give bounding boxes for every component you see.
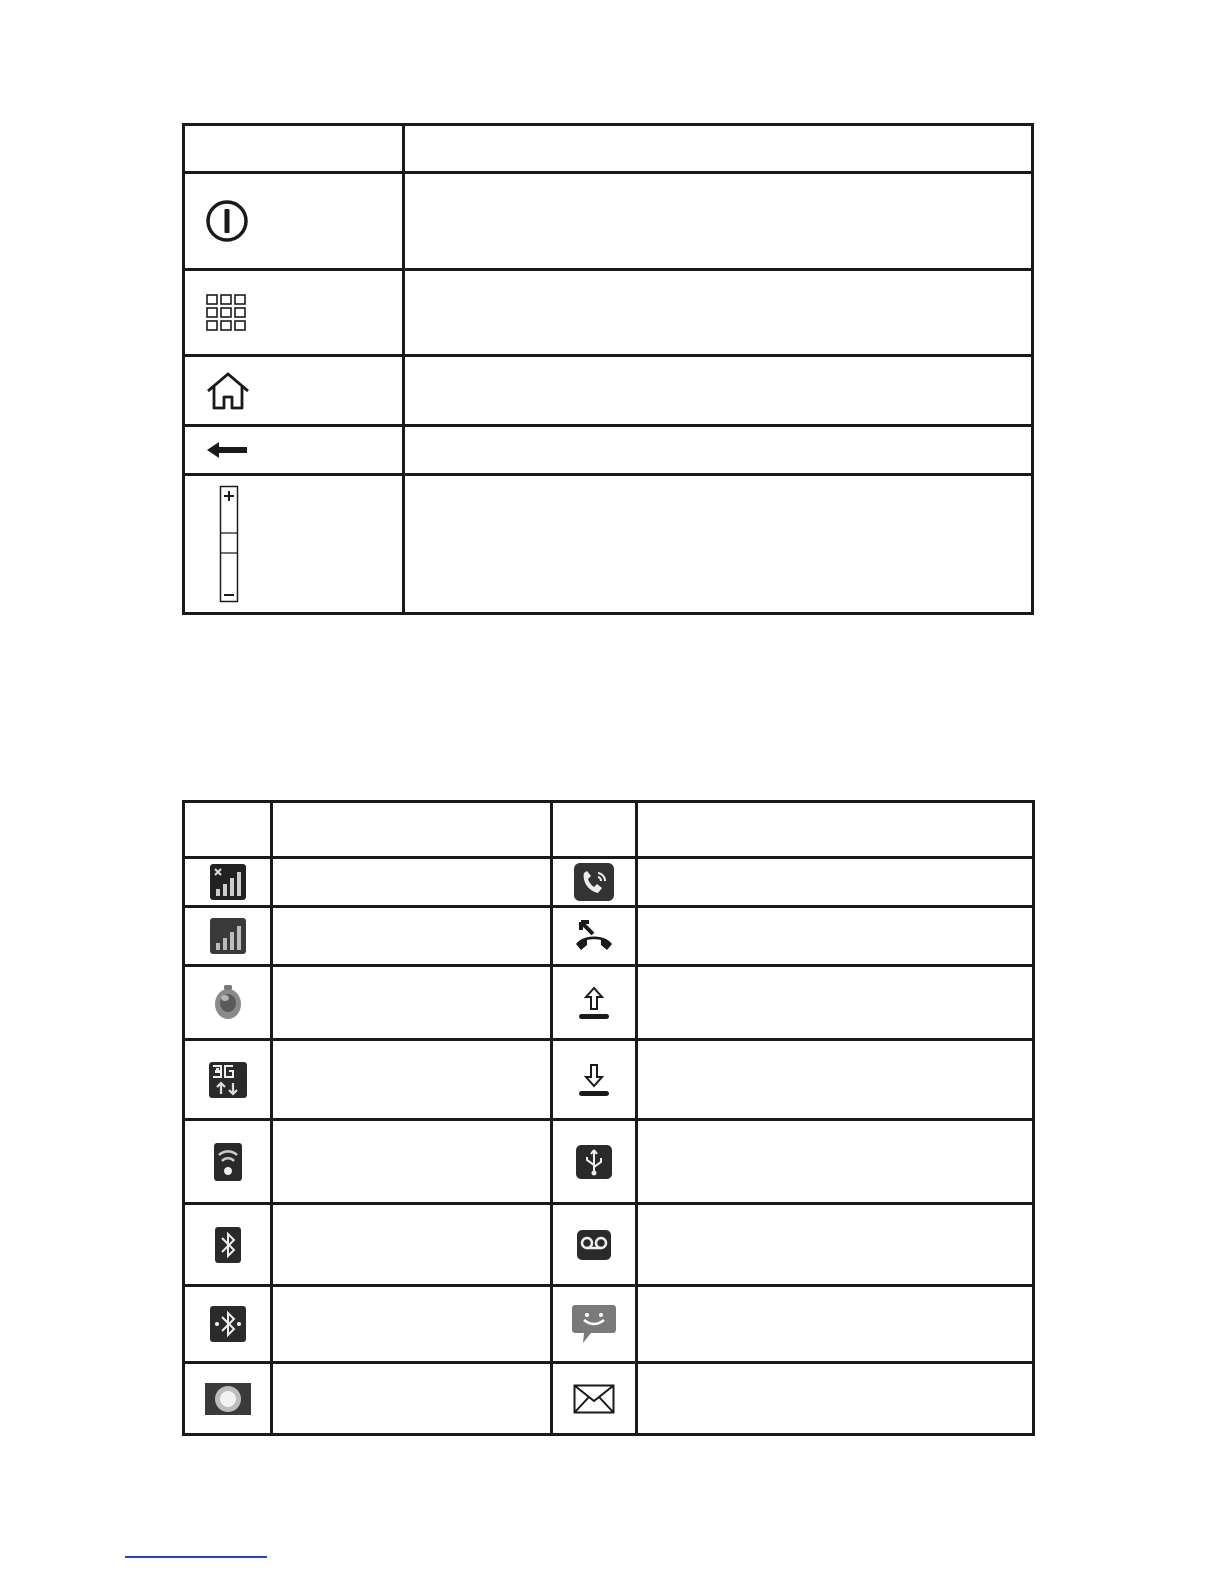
back-arrow-icon — [205, 440, 249, 460]
wifi-icon — [214, 1143, 242, 1181]
description-cell — [637, 1286, 1034, 1363]
table-row — [184, 270, 1033, 356]
table-row — [184, 966, 1034, 1040]
table-row — [184, 1040, 1034, 1120]
description-cell — [637, 907, 1034, 966]
description-cell — [404, 475, 1033, 614]
voicemail-icon — [577, 1230, 611, 1260]
description-cell — [272, 1286, 552, 1363]
description-cell — [637, 1363, 1034, 1435]
bluetooth-connected-icon — [210, 1306, 246, 1342]
description-cell — [637, 1204, 1034, 1286]
footer-link-underline[interactable] — [125, 1556, 267, 1558]
table-row — [184, 858, 1034, 907]
description-cell — [404, 426, 1033, 475]
gps-active-icon — [205, 1383, 251, 1415]
description-cell — [272, 907, 552, 966]
table-row — [184, 1286, 1034, 1363]
description-cell — [404, 270, 1033, 356]
description-cell — [404, 356, 1033, 426]
keys-header-description-cell — [404, 125, 1033, 173]
description-cell — [272, 1204, 552, 1286]
description-cell — [272, 1120, 552, 1204]
bluetooth-on-icon — [215, 1227, 241, 1263]
missed-call-icon — [573, 918, 615, 954]
keys-table — [182, 123, 1034, 615]
3g-data-icon — [209, 1062, 247, 1098]
keys-header-row — [184, 125, 1033, 173]
call-in-progress-icon — [574, 863, 614, 901]
usb-connected-icon — [576, 1145, 612, 1179]
description-cell — [637, 1040, 1034, 1120]
table-row — [184, 475, 1033, 614]
uploading-icon — [577, 985, 611, 1021]
description-cell — [272, 966, 552, 1040]
menu-grid-icon — [205, 293, 247, 333]
description-cell — [637, 858, 1034, 907]
volume-rocker-icon — [219, 485, 239, 603]
home-icon — [205, 371, 251, 411]
new-email-icon — [573, 1384, 615, 1414]
table-row — [184, 173, 1033, 270]
table-row — [184, 426, 1033, 475]
table-row — [184, 356, 1033, 426]
power-icon — [205, 199, 249, 243]
status-icons-table — [182, 800, 1035, 1436]
description-cell — [272, 858, 552, 907]
description-cell — [272, 1040, 552, 1120]
status-header-row — [184, 802, 1034, 858]
table-row — [184, 1120, 1034, 1204]
table-row — [184, 1204, 1034, 1286]
table-row — [184, 907, 1034, 966]
description-cell — [404, 173, 1033, 270]
downloading-icon — [577, 1062, 611, 1098]
description-cell — [272, 1363, 552, 1435]
description-cell — [637, 966, 1034, 1040]
new-message-icon — [571, 1303, 617, 1345]
description-cell — [637, 1120, 1034, 1204]
table-row — [184, 1363, 1034, 1435]
signal-strength-icon — [210, 918, 246, 954]
keys-header-icon-cell — [184, 125, 404, 173]
gps-searching-icon — [213, 984, 243, 1022]
no-signal-icon — [210, 864, 246, 900]
